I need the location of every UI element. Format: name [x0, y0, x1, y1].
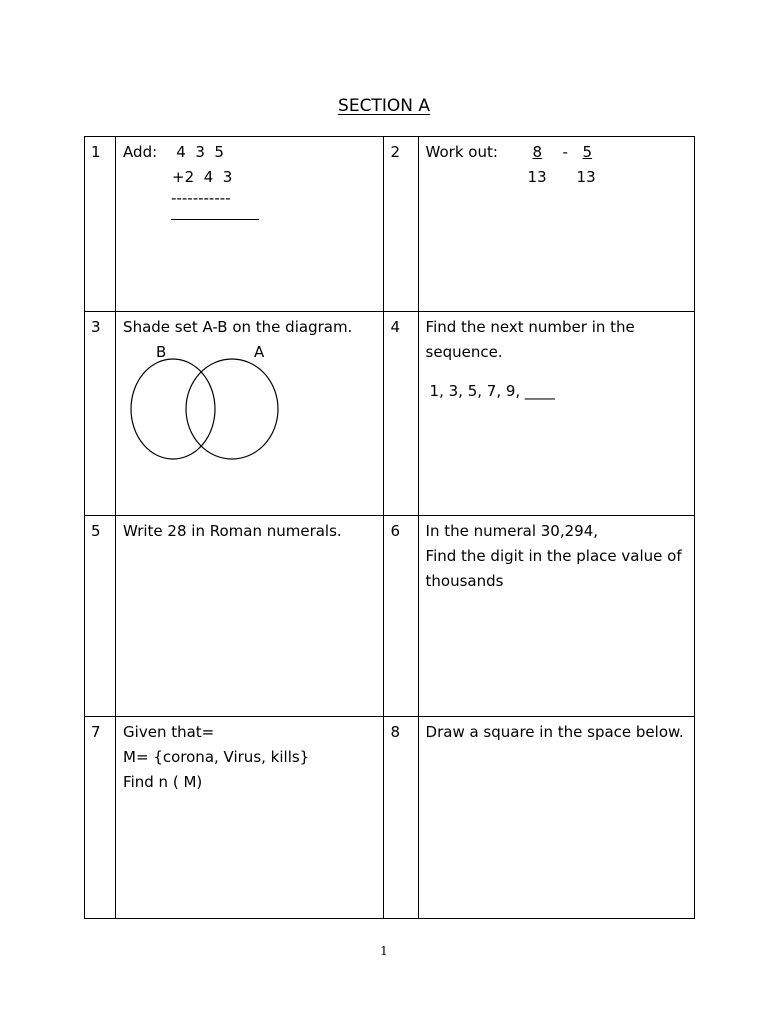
addition-problem [123, 140, 383, 260]
question-text: Write 28 in Roman numerals. [123, 522, 342, 540]
page-number: 1 [380, 944, 388, 958]
question-3 [116, 312, 384, 516]
question-number-cell [85, 312, 116, 516]
question-number: 6 [390, 522, 401, 540]
circle-a [186, 359, 278, 459]
table-row [85, 516, 695, 717]
question-text-line-2: M= {corona, Virus, kills} [123, 748, 310, 766]
question-5 [116, 516, 384, 717]
add-dashes: ----------- [171, 189, 231, 207]
venn-diagram [123, 340, 383, 480]
answer-line [171, 218, 259, 220]
add-line-1: 4 3 5 [176, 143, 224, 161]
question-text: Draw a square in the space below. [425, 723, 684, 741]
question-number-cell [384, 717, 418, 919]
question-7 [116, 717, 384, 919]
question-text-line-2: Find the digit in the place value of thousands [425, 547, 682, 590]
set-b-label: B [156, 343, 167, 361]
question-number: 8 [390, 723, 401, 741]
question-number: 4 [390, 318, 401, 336]
question-number-cell [384, 516, 418, 717]
section-title-text: SECTION A [338, 96, 430, 116]
question-number: 3 [91, 318, 101, 336]
add-line-2: +2 4 3 [172, 168, 233, 186]
denominator-2: 13 [576, 168, 596, 186]
question-8 [418, 717, 694, 919]
question-number-cell [85, 137, 116, 312]
question-4 [418, 312, 694, 516]
question-text-line-3: Find n ( M) [123, 773, 203, 791]
question-number-cell [85, 516, 116, 717]
question-text: Find the next number in the sequence. [425, 318, 635, 361]
question-number-cell [384, 137, 418, 312]
table-row [85, 312, 695, 516]
numerator-1: 8 [532, 143, 543, 161]
question-6 [418, 516, 694, 717]
question-1 [116, 137, 384, 312]
table-row [85, 137, 695, 312]
question-number-cell [384, 312, 418, 516]
question-2 [418, 137, 694, 312]
question-table [84, 136, 695, 919]
question-text-line-1: In the numeral 30,294, [425, 522, 599, 540]
work-out-label: Work out: [425, 143, 498, 161]
section-title [0, 96, 768, 116]
circle-b [131, 359, 215, 459]
question-number-cell [85, 717, 116, 919]
question-number: 5 [91, 522, 101, 540]
question-number: 2 [390, 143, 401, 161]
venn-circles [129, 358, 289, 462]
denominator-1: 13 [527, 168, 547, 186]
fraction-problem [426, 140, 694, 200]
question-number: 7 [91, 723, 101, 741]
set-a-label: A [254, 343, 265, 361]
add-label: Add: [123, 143, 158, 161]
question-number: 1 [91, 143, 101, 161]
number-sequence: 1, 3, 5, 7, 9, ____ [429, 382, 555, 400]
numerator-2: 5 [582, 143, 593, 161]
question-text-line-1: Given that= [123, 723, 215, 741]
minus-operator: - [562, 143, 568, 161]
question-text: Shade set A-B on the diagram. [123, 318, 353, 336]
table-row [85, 717, 695, 919]
